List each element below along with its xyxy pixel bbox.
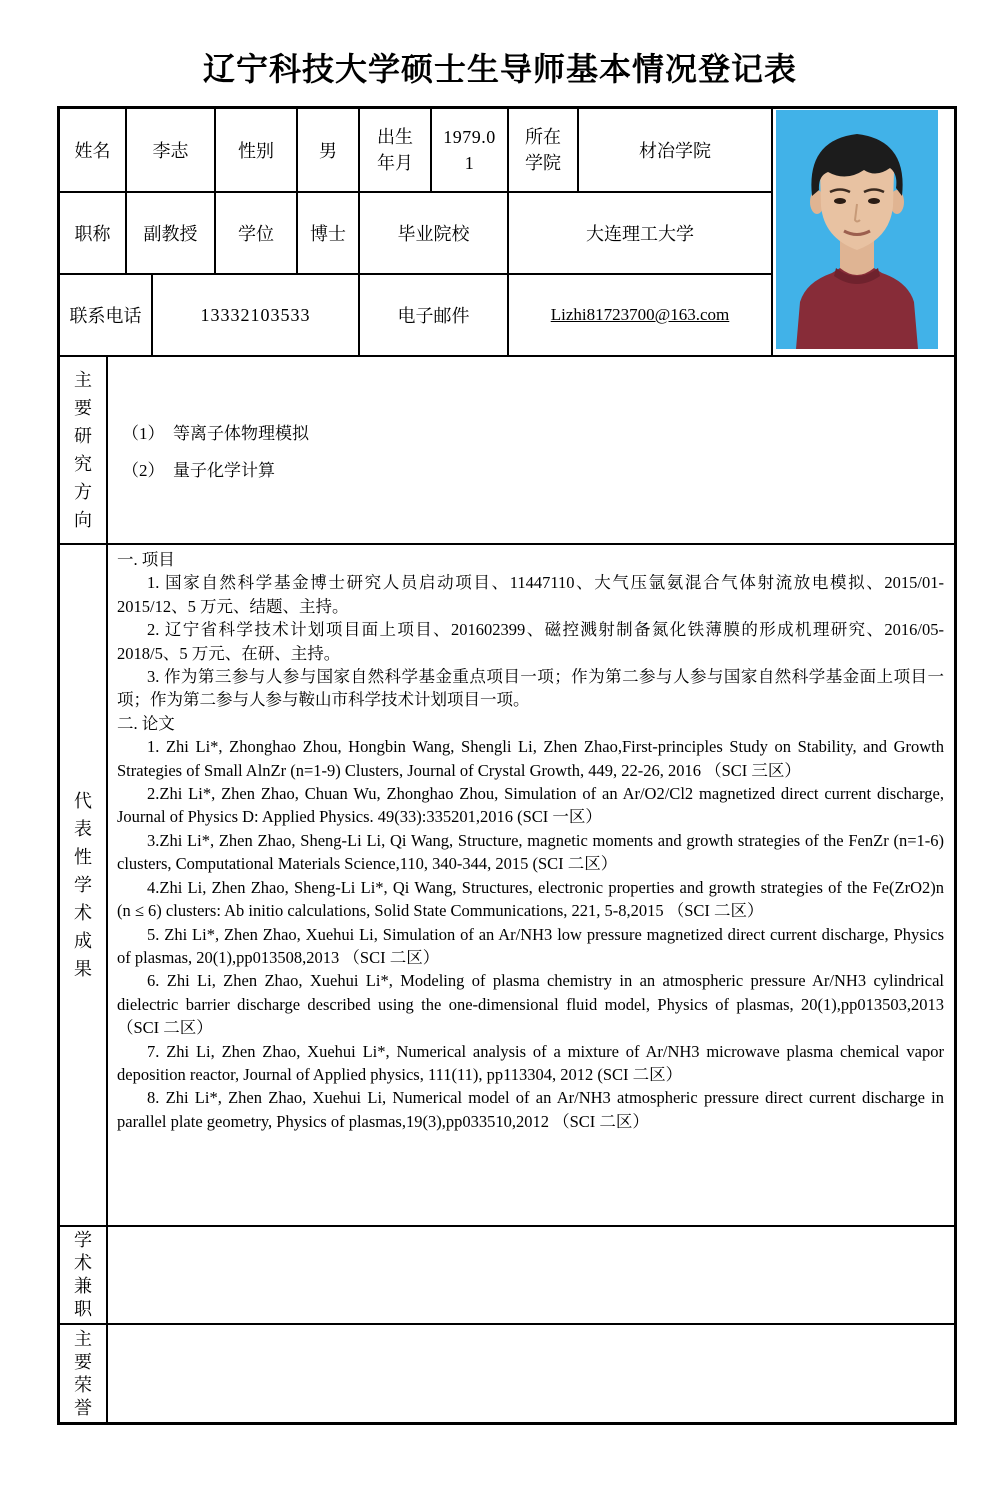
achievements-content bbox=[108, 545, 954, 1225]
main-honors-content bbox=[108, 1325, 954, 1422]
phone-number: 13332103533 bbox=[200, 304, 311, 325]
phone-value bbox=[153, 275, 358, 355]
achievement-paragraph: 3.Zhi Li*, Zhen Zhao, Sheng-Li Li, Qi Wang, Structure, magnetic moments and growth strategies of the FenZr (n=1-6) clusters, Computational Materials Science,110, 340-344, 2015 (SCI 二区） bbox=[117, 830, 944, 874]
college-label bbox=[509, 109, 577, 191]
birth-label-text: 出生年月 bbox=[377, 127, 413, 173]
birth-value-text: 1979.01 bbox=[443, 127, 496, 173]
research-direction-item: （2） 量子化学计算 bbox=[122, 461, 275, 480]
gender-label: 性别 bbox=[216, 109, 296, 191]
achievements-label: 代表性学术成果 bbox=[60, 545, 106, 1225]
school-label: 毕业院校 bbox=[360, 193, 507, 273]
email-value bbox=[509, 275, 771, 355]
research-directions-content bbox=[108, 357, 954, 543]
title-label: 职称 bbox=[60, 193, 125, 273]
college-value: 材冶学院 bbox=[579, 109, 771, 191]
email-label: 电子邮件 bbox=[360, 275, 507, 355]
gender-value: 男 bbox=[298, 109, 358, 191]
school-value: 大连理工大学 bbox=[509, 193, 771, 273]
academic-positions-label: 学术兼职 bbox=[60, 1227, 106, 1323]
page-title: 辽宁科技大学硕士生导师基本情况登记表 bbox=[202, 51, 797, 87]
achievement-paragraph: 2. 辽宁省科学技术计划项目面上项目、201602399、磁控溅射制备氮化铁薄膜的形成机理研究、2016/05-2018/5、5 万元、在研、主持。 bbox=[117, 620, 944, 663]
achievement-paragraph: 6. Zhi Li, Zhen Zhao, Xuehui Li*, Modeling of plasma chemistry in an atmospheric pressure Ar/NH3 cylindrical dielectric barrier discharge described using the one-dimensional fluid model, Physics of plasmas, 20(1),pp013503,2013 （SCI 二区） bbox=[117, 971, 944, 1038]
degree-value: 博士 bbox=[298, 193, 358, 273]
academic-positions-content bbox=[108, 1227, 954, 1323]
email-link[interactable]: Lizhi81723700@163.com bbox=[550, 305, 730, 324]
achievement-paragraph: 4.Zhi Li, Zhen Zhao, Sheng-Li Li*, Qi Wang, Structures, electronic properties and growth strategies of the Fe(ZrO2)n (n ≤ 6) clusters: Ab initio calculations, Solid State Communications, 221, 5-8,2015 （SCI 二区） bbox=[117, 877, 944, 921]
basic-info-grid bbox=[60, 109, 954, 355]
research-direction-item: （1） 等离子体物理模拟 bbox=[122, 424, 309, 443]
achievement-paragraph: 2.Zhi Li*, Zhen Zhao, Chuan Wu, Zhonghao Zhou, Simulation of an Ar/O2/Cl2 magnetized direct current discharge, Journal of Physics D: Applied Physics. 49(33):335201,2016 (SCI 一区） bbox=[117, 784, 944, 827]
achievement-paragraph: 二. 论文 bbox=[117, 713, 175, 733]
phone-label: 联系电话 bbox=[60, 275, 151, 355]
college-label-text: 所在学院 bbox=[525, 127, 561, 173]
name-label: 姓名 bbox=[60, 109, 125, 191]
achievement-paragraph: 1. 国家自然科学基金博士研究人员启动项目、11447110、大气压氩氨混合气体射流放电模拟、2015/01-2015/12、5 万元、结题、主持。 bbox=[117, 573, 944, 616]
registration-form-table bbox=[57, 106, 957, 1425]
degree-label: 学位 bbox=[216, 193, 296, 273]
sections-grid bbox=[60, 357, 954, 1422]
achievement-paragraph: 7. Zhi Li, Zhen Zhao, Xuehui Li*, Numerical analysis of a mixture of Ar/NH3 microwave plasma chemical vapor deposition reactor, Journal of Applied physics, 111(11), pp113304, 2012 (SCI 二区） bbox=[117, 1041, 944, 1084]
birth-value bbox=[432, 109, 507, 191]
portrait-photo bbox=[776, 110, 938, 349]
birth-label bbox=[360, 109, 430, 191]
name-value: 李志 bbox=[127, 109, 214, 191]
title-value: 副教授 bbox=[127, 193, 214, 273]
photo-cell bbox=[773, 109, 954, 355]
achievement-paragraph: 5. Zhi Li*, Zhen Zhao, Xuehui Li, Simulation of an Ar/NH3 low pressure magnetized direct current discharge, Physics of plasmas, 20(1),pp013508,2013 （SCI 二区） bbox=[117, 924, 944, 967]
achievement-paragraph: 8. Zhi Li*, Zhen Zhao, Xuehui Li, Numerical model of an Ar/NH3 atmospheric pressure direct current discharge in parallel plate geometry, Physics of plasmas,19(3),pp033510,2012 （SCI 二区） bbox=[117, 1088, 944, 1131]
achievement-paragraph: 一. 项目 bbox=[117, 550, 175, 569]
research-directions-label: 主要研究方向 bbox=[60, 357, 106, 543]
achievement-paragraph: 1. Zhi Li*, Zhonghao Zhou, Hongbin Wang, Shengli Li, Zhen Zhao,First-principles Study on Stability, and Growth Strategies of Small AlnZr (n=1-9) Clusters, Journal of Crystal Growth, 449, 22-26, 2016 （SCI 三区） bbox=[117, 737, 944, 780]
main-honors-label: 主要荣誉 bbox=[60, 1325, 106, 1422]
achievement-paragraph: 3. 作为第三参与人参与国家自然科学基金重点项目一项；作为第二参与人参与国家自然科学基金面上项目一项；作为第二参与人参与鞍山市科学技术计划项目一项。 bbox=[117, 667, 944, 710]
